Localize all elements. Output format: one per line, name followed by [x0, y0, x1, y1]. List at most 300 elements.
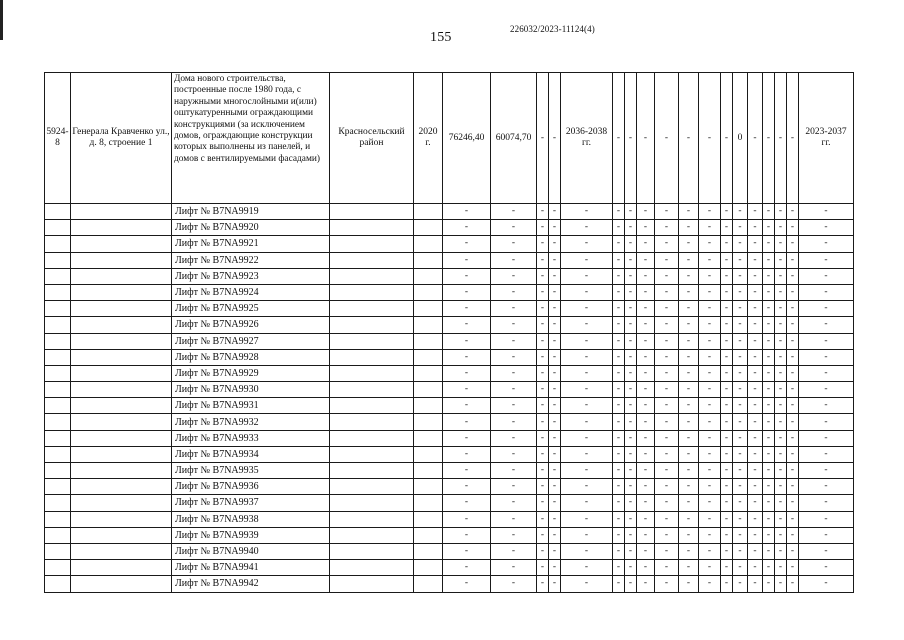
- dash-cell: -: [443, 317, 491, 333]
- empty-cell: [330, 301, 414, 317]
- dash-cell: -: [733, 446, 748, 462]
- empty-cell: [71, 576, 172, 592]
- dash-cell: -: [491, 333, 537, 349]
- dash-cell: -: [561, 463, 613, 479]
- dash-cell: -: [733, 268, 748, 284]
- lift-row: [45, 220, 854, 236]
- cell-c11: -: [625, 73, 637, 204]
- dash-cell: -: [625, 204, 637, 220]
- dash-cell: -: [699, 349, 721, 365]
- dash-cell: -: [763, 576, 775, 592]
- lift-row: [45, 236, 854, 252]
- dash-cell: -: [679, 284, 699, 300]
- dash-cell: -: [491, 284, 537, 300]
- empty-cell: [71, 365, 172, 381]
- dash-cell: -: [799, 333, 854, 349]
- dash-cell: -: [637, 382, 655, 398]
- dash-cell: -: [443, 349, 491, 365]
- cell-c7: -: [537, 73, 549, 204]
- dash-cell: -: [637, 543, 655, 559]
- empty-cell: [330, 446, 414, 462]
- lift-row: [45, 446, 854, 462]
- empty-cell: [71, 495, 172, 511]
- empty-cell: [45, 252, 71, 268]
- dash-cell: -: [613, 495, 625, 511]
- lift-name-cell: Лифт № B7NA9926: [172, 317, 330, 333]
- dash-cell: -: [763, 398, 775, 414]
- empty-cell: [414, 560, 443, 576]
- dash-cell: -: [549, 479, 561, 495]
- dash-cell: -: [787, 301, 799, 317]
- dash-cell: -: [699, 268, 721, 284]
- dash-cell: -: [491, 317, 537, 333]
- dash-cell: -: [775, 220, 787, 236]
- lift-name-cell: Лифт № B7NA9937: [172, 495, 330, 511]
- dash-cell: -: [679, 268, 699, 284]
- dash-cell: -: [443, 382, 491, 398]
- dash-cell: -: [733, 511, 748, 527]
- dash-cell: -: [721, 479, 733, 495]
- empty-cell: [414, 463, 443, 479]
- cell-c13: -: [655, 73, 679, 204]
- dash-cell: -: [625, 495, 637, 511]
- dash-cell: -: [655, 349, 679, 365]
- empty-cell: [71, 527, 172, 543]
- dash-cell: -: [699, 414, 721, 430]
- cell-c14: -: [679, 73, 699, 204]
- dash-cell: -: [549, 511, 561, 527]
- dash-cell: -: [561, 511, 613, 527]
- dash-cell: -: [637, 284, 655, 300]
- lift-row: [45, 349, 854, 365]
- dash-cell: -: [537, 495, 549, 511]
- dash-cell: -: [679, 495, 699, 511]
- dash-cell: -: [443, 414, 491, 430]
- dash-cell: -: [733, 414, 748, 430]
- total-area-cell: 76246,40: [443, 73, 491, 204]
- dash-cell: -: [775, 284, 787, 300]
- dash-cell: -: [443, 511, 491, 527]
- dash-cell: -: [625, 252, 637, 268]
- dash-cell: -: [775, 317, 787, 333]
- dash-cell: -: [733, 333, 748, 349]
- dash-cell: -: [549, 576, 561, 592]
- empty-cell: [330, 414, 414, 430]
- empty-cell: [45, 414, 71, 430]
- dash-cell: -: [748, 511, 763, 527]
- dash-cell: -: [537, 543, 549, 559]
- dash-cell: -: [699, 576, 721, 592]
- dash-cell: -: [537, 204, 549, 220]
- dash-cell: -: [549, 543, 561, 559]
- dash-cell: -: [679, 543, 699, 559]
- dash-cell: -: [637, 268, 655, 284]
- dash-cell: -: [748, 398, 763, 414]
- dash-cell: -: [763, 382, 775, 398]
- dash-cell: -: [787, 284, 799, 300]
- empty-cell: [414, 446, 443, 462]
- empty-cell: [330, 284, 414, 300]
- dash-cell: -: [775, 268, 787, 284]
- lift-row: [45, 204, 854, 220]
- dash-cell: -: [721, 284, 733, 300]
- dash-cell: -: [561, 382, 613, 398]
- cell-c15: -: [699, 73, 721, 204]
- dash-cell: -: [787, 333, 799, 349]
- dash-cell: -: [443, 284, 491, 300]
- dash-cell: -: [787, 543, 799, 559]
- empty-cell: [414, 301, 443, 317]
- dash-cell: -: [637, 463, 655, 479]
- dash-cell: -: [443, 252, 491, 268]
- dash-cell: -: [613, 446, 625, 462]
- dash-cell: -: [637, 560, 655, 576]
- cell-c8: -: [549, 73, 561, 204]
- cell-c17: 0: [733, 73, 748, 204]
- dash-cell: -: [748, 365, 763, 381]
- dash-cell: -: [763, 204, 775, 220]
- dash-cell: -: [537, 236, 549, 252]
- dash-cell: -: [491, 430, 537, 446]
- dash-cell: -: [491, 446, 537, 462]
- dash-cell: -: [748, 236, 763, 252]
- empty-cell: [330, 560, 414, 576]
- dash-cell: -: [733, 398, 748, 414]
- dash-cell: -: [537, 414, 549, 430]
- dash-cell: -: [549, 301, 561, 317]
- dash-cell: -: [679, 576, 699, 592]
- dash-cell: -: [491, 560, 537, 576]
- dash-cell: -: [733, 560, 748, 576]
- lift-name-cell: Лифт № B7NA9933: [172, 430, 330, 446]
- dash-cell: -: [625, 479, 637, 495]
- dash-cell: -: [625, 511, 637, 527]
- dash-cell: -: [637, 576, 655, 592]
- dash-cell: -: [748, 527, 763, 543]
- lift-name-cell: Лифт № B7NA9942: [172, 576, 330, 592]
- empty-cell: [45, 511, 71, 527]
- dash-cell: -: [721, 543, 733, 559]
- dash-cell: -: [733, 301, 748, 317]
- dash-cell: -: [613, 382, 625, 398]
- empty-cell: [71, 333, 172, 349]
- dash-cell: -: [561, 430, 613, 446]
- dash-cell: -: [799, 560, 854, 576]
- dash-cell: -: [679, 252, 699, 268]
- dash-cell: -: [679, 430, 699, 446]
- dash-cell: -: [721, 333, 733, 349]
- dash-cell: -: [443, 495, 491, 511]
- empty-cell: [71, 236, 172, 252]
- dash-cell: -: [799, 430, 854, 446]
- lift-name-cell: Лифт № B7NA9927: [172, 333, 330, 349]
- dash-cell: -: [775, 430, 787, 446]
- dash-cell: -: [679, 301, 699, 317]
- period2-cell: 2023-2037 гг.: [799, 73, 854, 204]
- dash-cell: -: [799, 252, 854, 268]
- dash-cell: -: [655, 398, 679, 414]
- dash-cell: -: [787, 220, 799, 236]
- empty-cell: [45, 268, 71, 284]
- empty-cell: [414, 398, 443, 414]
- dash-cell: -: [537, 479, 549, 495]
- dash-cell: -: [763, 236, 775, 252]
- empty-cell: [45, 365, 71, 381]
- empty-cell: [330, 511, 414, 527]
- dash-cell: -: [748, 252, 763, 268]
- dash-cell: -: [699, 479, 721, 495]
- dash-cell: -: [443, 430, 491, 446]
- dash-cell: -: [655, 333, 679, 349]
- lift-name-cell: Лифт № B7NA9925: [172, 301, 330, 317]
- dash-cell: -: [637, 511, 655, 527]
- lift-name-cell: Лифт № B7NA9941: [172, 560, 330, 576]
- lift-name-cell: Лифт № B7NA9936: [172, 479, 330, 495]
- dash-cell: -: [799, 576, 854, 592]
- empty-cell: [71, 301, 172, 317]
- dash-cell: -: [721, 365, 733, 381]
- lift-row: [45, 527, 854, 543]
- dash-cell: -: [625, 317, 637, 333]
- dash-cell: -: [491, 301, 537, 317]
- empty-cell: [414, 414, 443, 430]
- empty-cell: [330, 527, 414, 543]
- dash-cell: -: [733, 495, 748, 511]
- lift-row: [45, 543, 854, 559]
- empty-cell: [330, 220, 414, 236]
- dash-cell: -: [443, 236, 491, 252]
- empty-cell: [71, 220, 172, 236]
- empty-cell: [45, 317, 71, 333]
- dash-cell: -: [799, 317, 854, 333]
- empty-cell: [71, 446, 172, 462]
- dash-cell: -: [787, 495, 799, 511]
- dash-cell: -: [699, 446, 721, 462]
- dash-cell: -: [721, 220, 733, 236]
- dash-cell: -: [613, 365, 625, 381]
- dash-cell: -: [561, 446, 613, 462]
- empty-cell: [45, 463, 71, 479]
- dash-cell: -: [699, 317, 721, 333]
- dash-cell: -: [763, 365, 775, 381]
- empty-cell: [45, 301, 71, 317]
- empty-cell: [330, 349, 414, 365]
- cell-c10: -: [613, 73, 625, 204]
- dash-cell: -: [655, 317, 679, 333]
- dash-cell: -: [549, 398, 561, 414]
- dash-cell: -: [679, 527, 699, 543]
- dash-cell: -: [443, 365, 491, 381]
- empty-cell: [330, 382, 414, 398]
- dash-cell: -: [561, 301, 613, 317]
- empty-cell: [330, 495, 414, 511]
- dash-cell: -: [491, 236, 537, 252]
- dash-cell: -: [775, 560, 787, 576]
- dash-cell: -: [699, 220, 721, 236]
- dash-cell: -: [561, 284, 613, 300]
- dash-cell: -: [799, 463, 854, 479]
- cell-c18: -: [748, 73, 763, 204]
- dash-cell: -: [549, 414, 561, 430]
- dash-cell: -: [679, 446, 699, 462]
- dash-cell: -: [775, 252, 787, 268]
- dash-cell: -: [775, 479, 787, 495]
- dash-cell: -: [699, 301, 721, 317]
- building-row: [45, 73, 854, 204]
- dash-cell: -: [775, 365, 787, 381]
- dash-cell: -: [699, 252, 721, 268]
- dash-cell: -: [491, 511, 537, 527]
- dash-cell: -: [763, 495, 775, 511]
- empty-cell: [330, 333, 414, 349]
- dash-cell: -: [799, 284, 854, 300]
- dash-cell: -: [748, 204, 763, 220]
- dash-cell: -: [748, 463, 763, 479]
- dash-cell: -: [537, 252, 549, 268]
- dash-cell: -: [537, 333, 549, 349]
- dash-cell: -: [537, 268, 549, 284]
- dash-cell: -: [748, 333, 763, 349]
- dash-cell: -: [763, 446, 775, 462]
- dash-cell: -: [763, 543, 775, 559]
- dash-cell: -: [763, 284, 775, 300]
- page-number: 155: [430, 30, 452, 45]
- dash-cell: -: [491, 495, 537, 511]
- dash-cell: -: [549, 268, 561, 284]
- dash-cell: -: [613, 414, 625, 430]
- dash-cell: -: [799, 268, 854, 284]
- dash-cell: -: [799, 543, 854, 559]
- dash-cell: -: [775, 543, 787, 559]
- dash-cell: -: [655, 236, 679, 252]
- dash-cell: -: [787, 527, 799, 543]
- empty-cell: [414, 511, 443, 527]
- empty-cell: [414, 576, 443, 592]
- dash-cell: -: [537, 446, 549, 462]
- dash-cell: -: [787, 463, 799, 479]
- dash-cell: -: [787, 560, 799, 576]
- dash-cell: -: [721, 527, 733, 543]
- dash-cell: -: [775, 236, 787, 252]
- lift-row: [45, 430, 854, 446]
- address-cell: Генерала Кравченко ул., д. 8, строение 1: [71, 73, 172, 204]
- empty-cell: [414, 317, 443, 333]
- dash-cell: -: [775, 414, 787, 430]
- period-cell: 2036-2038 гг.: [561, 73, 613, 204]
- dash-cell: -: [655, 479, 679, 495]
- empty-cell: [45, 479, 71, 495]
- dash-cell: -: [655, 382, 679, 398]
- lift-name-cell: Лифт № B7NA9932: [172, 414, 330, 430]
- dash-cell: -: [748, 349, 763, 365]
- dash-cell: -: [799, 301, 854, 317]
- empty-cell: [71, 349, 172, 365]
- empty-cell: [71, 284, 172, 300]
- dash-cell: -: [491, 365, 537, 381]
- dash-cell: -: [625, 560, 637, 576]
- empty-cell: [45, 495, 71, 511]
- empty-cell: [330, 317, 414, 333]
- lift-name-cell: Лифт № B7NA9922: [172, 252, 330, 268]
- dash-cell: -: [721, 576, 733, 592]
- dash-cell: -: [637, 349, 655, 365]
- dash-cell: -: [637, 414, 655, 430]
- dash-cell: -: [655, 527, 679, 543]
- dash-cell: -: [549, 560, 561, 576]
- cell-c12: -: [637, 73, 655, 204]
- empty-cell: [45, 446, 71, 462]
- dash-cell: -: [799, 414, 854, 430]
- dash-cell: -: [549, 463, 561, 479]
- dash-cell: -: [787, 511, 799, 527]
- dash-cell: -: [763, 317, 775, 333]
- dash-cell: -: [699, 365, 721, 381]
- dash-cell: -: [625, 382, 637, 398]
- dash-cell: -: [549, 349, 561, 365]
- dash-cell: -: [613, 463, 625, 479]
- dash-cell: -: [733, 220, 748, 236]
- dash-cell: -: [799, 511, 854, 527]
- dash-cell: -: [787, 446, 799, 462]
- dash-cell: -: [561, 349, 613, 365]
- dash-cell: -: [699, 236, 721, 252]
- empty-cell: [45, 349, 71, 365]
- dash-cell: -: [721, 382, 733, 398]
- dash-cell: -: [721, 430, 733, 446]
- dash-cell: -: [699, 543, 721, 559]
- dash-cell: -: [721, 414, 733, 430]
- lift-name-cell: Лифт № B7NA9931: [172, 398, 330, 414]
- building-id-cell: 5924-8: [45, 73, 71, 204]
- dash-cell: -: [733, 284, 748, 300]
- dash-cell: -: [537, 463, 549, 479]
- empty-cell: [414, 268, 443, 284]
- dash-cell: -: [679, 463, 699, 479]
- dash-cell: -: [443, 220, 491, 236]
- dash-cell: -: [775, 576, 787, 592]
- dash-cell: -: [655, 511, 679, 527]
- dash-cell: -: [699, 511, 721, 527]
- document-reference: 226032/2023-11124(4): [510, 24, 595, 34]
- dash-cell: -: [549, 317, 561, 333]
- dash-cell: -: [679, 511, 699, 527]
- dash-cell: -: [491, 543, 537, 559]
- dash-cell: -: [775, 333, 787, 349]
- dash-cell: -: [625, 446, 637, 462]
- dash-cell: -: [537, 382, 549, 398]
- dash-cell: -: [625, 430, 637, 446]
- dash-cell: -: [763, 430, 775, 446]
- dash-cell: -: [787, 317, 799, 333]
- dash-cell: -: [561, 414, 613, 430]
- dash-cell: -: [679, 479, 699, 495]
- dash-cell: -: [613, 479, 625, 495]
- dash-cell: -: [699, 430, 721, 446]
- dash-cell: -: [637, 365, 655, 381]
- empty-cell: [414, 365, 443, 381]
- dash-cell: -: [561, 252, 613, 268]
- lift-row: [45, 284, 854, 300]
- dash-cell: -: [443, 301, 491, 317]
- lift-row: [45, 333, 854, 349]
- cell-c21: -: [787, 73, 799, 204]
- dash-cell: -: [787, 398, 799, 414]
- empty-cell: [71, 252, 172, 268]
- empty-cell: [330, 268, 414, 284]
- dash-cell: -: [748, 560, 763, 576]
- dash-cell: -: [775, 204, 787, 220]
- dash-cell: -: [799, 527, 854, 543]
